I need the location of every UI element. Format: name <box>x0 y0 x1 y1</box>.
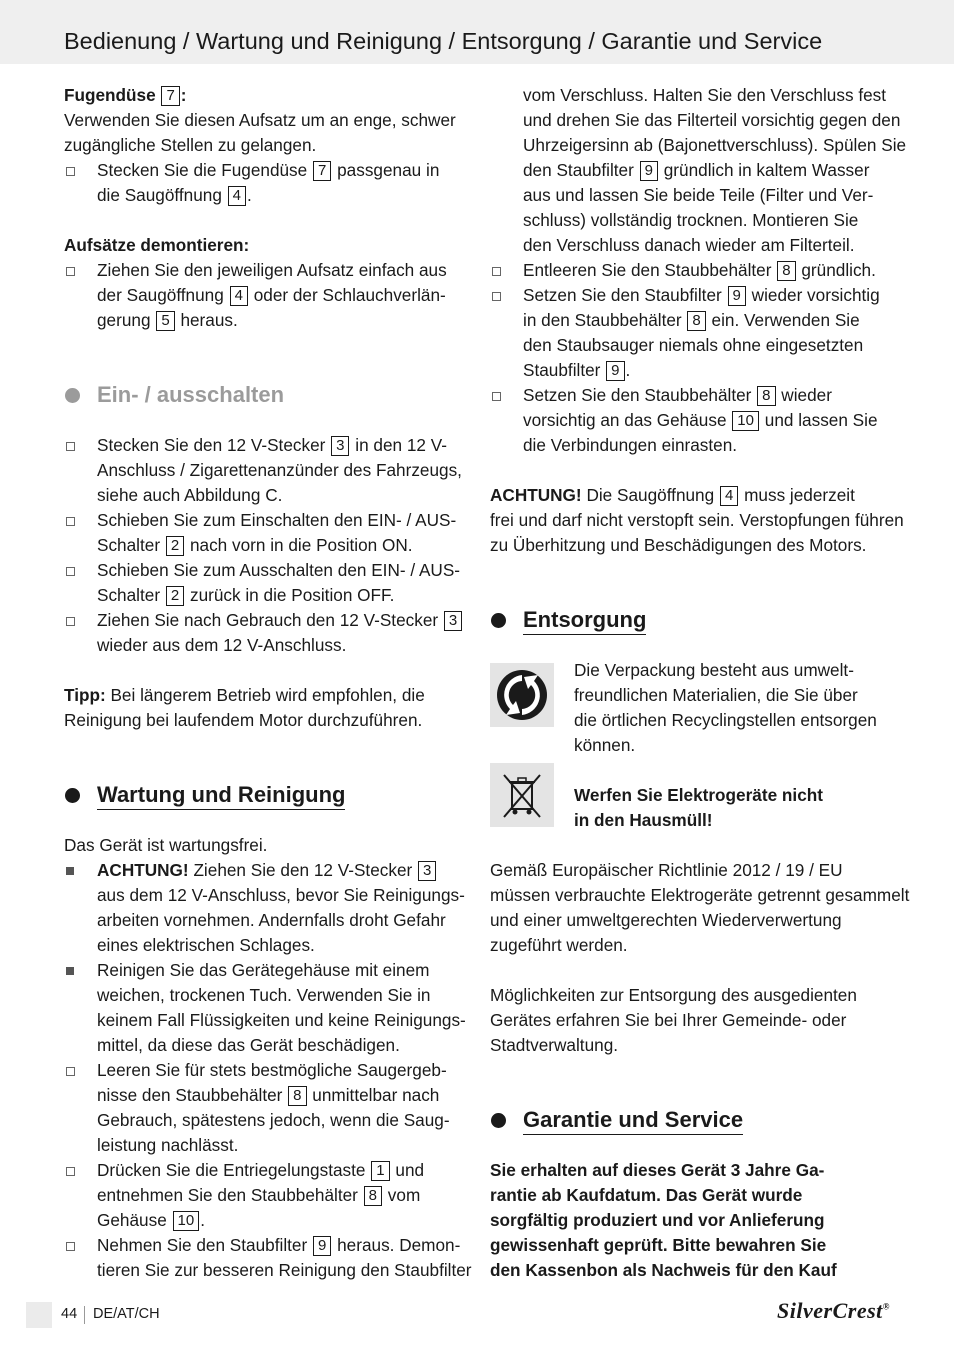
bullet-dot-icon <box>491 613 506 628</box>
part-number: 7 <box>161 86 179 106</box>
list-item: Ziehen Sie nach Gebrauch den 12 V-Stecker 3 wieder aus dem 12 V-Anschluss. <box>64 608 466 658</box>
part-number: 1 <box>371 1161 389 1181</box>
checkbox-bullet-icon <box>66 1242 75 1251</box>
paragraph-line: zugeführt werden. <box>490 935 628 955</box>
part-number: 8 <box>687 311 705 331</box>
list-item: Stecken Sie den 12 V-Stecker 3 in den 12 V- Anschluss / Zigarettenanzünder des Fahrzeugs, siehe auch Abbildung C. <box>64 433 466 508</box>
list-item: Schieben Sie zum Ausschalten den EIN- / AUS- Schalter 2 zurück in die Position OFF. <box>64 558 466 608</box>
tip-text: Tipp: Bei längerem Betrieb wird empfohlen, die <box>64 685 425 705</box>
warranty-line: den Kassenbon als Nachweis für den Kauf <box>490 1260 837 1280</box>
list-item: Entleeren Sie den Staubbehälter 8 gründlich. <box>490 258 894 283</box>
square-bullet-icon <box>66 967 74 975</box>
paragraph-line: müssen verbrauchte Elektrogeräte getrennt gesammelt <box>490 885 910 905</box>
part-number: 8 <box>777 261 795 281</box>
paragraph-line: Gemäß Europäischer Richtlinie 2012 / 19 / EU <box>490 860 843 880</box>
list-item-continued: vom Verschluss. Halten Sie den Verschluss fest und drehen Sie das Filterteil vorsichtig gegen den Uhrzeigersinn ab (Bajonettverschluss). Spülen Sie den Staubfilter 9 gründlich in kaltem Wasser aus und lassen Sie beide Teile (Filter und Ver- schluss) vollständig trocknen. Montieren Sie den Verschluss danach wieder am Filterteil. <box>523 85 907 255</box>
paragraph-line: zu Überhitzung und Beschädigungen des Motors. <box>490 535 867 555</box>
checkbox-bullet-icon <box>492 267 501 276</box>
list-item: Leeren Sie für stets bestmögliche Saugergeb- nisse den Staubbehälter 8 unmittelbar nach Gebrauch, spätestens jedoch, wenn die Saug- leistung nachlässt. <box>64 1058 466 1158</box>
checkbox-bullet-icon <box>66 617 75 626</box>
warning-text: ACHTUNG! Die Saugöffnung 4 muss jederzeit <box>490 485 855 505</box>
part-number: 10 <box>732 411 759 431</box>
list-item: Reinigen Sie das Gerätegehäuse mit einem weichen, trockenen Tuch. Verwenden Sie in keinem Fall Flüssigkeiten und keine Reinigungs- mittel, da diese das Gerät beschädigen. <box>64 958 466 1058</box>
part-number: 9 <box>728 286 746 306</box>
warranty-line: sorgfältig produziert und vor Anlieferung <box>490 1210 825 1230</box>
right-column <box>490 83 910 1283</box>
section-heading-maintenance: Wartung und Reinigung <box>64 783 466 808</box>
warranty-line: gewissenhaft geprüft. Bitte bewahren Sie <box>490 1235 827 1255</box>
footer-marker <box>26 1302 52 1328</box>
checkbox-bullet-icon <box>66 1067 75 1076</box>
part-number: 3 <box>331 436 349 456</box>
paragraph-line: zugängliche Stellen zu gelangen. <box>64 135 317 155</box>
nozzle-heading: Fugendüse 7 : <box>64 85 187 105</box>
recycling-note: Die Verpackung besteht aus umwelt- freundlichen Materialien, die Sie über die örtlichen Recyclingstellen entsorgen können. <box>490 658 894 758</box>
part-number: 9 <box>640 161 658 181</box>
part-number: 2 <box>166 536 184 556</box>
country-codes: DE/AT/CH <box>93 1306 160 1322</box>
page-number: 44 <box>61 1306 78 1322</box>
list-item: Nehmen Sie den Staubfilter 9 heraus. Demon- tieren Sie zur besseren Reinigung den Staubfilter <box>64 1233 466 1283</box>
part-number: 9 <box>606 361 624 381</box>
page-header <box>0 0 954 64</box>
checkbox-bullet-icon <box>492 292 501 301</box>
list-item: Setzen Sie den Staubfilter 9 wieder vorsichtig in den Staubbehälter 8 ein. Verwenden Sie den Staubsauger niemals ohne eingesetzten Staubfilter 9 . <box>490 283 894 383</box>
checkbox-bullet-icon <box>66 442 75 451</box>
list-item: Schieben Sie zum Einschalten den EIN- / AUS- Schalter 2 nach vorn in die Position ON. <box>64 508 466 558</box>
part-number: 3 <box>418 861 436 881</box>
part-number: 2 <box>166 586 184 606</box>
bullet-dot-icon <box>65 388 80 403</box>
bullet-dot-icon <box>65 788 80 803</box>
checkbox-bullet-icon <box>66 267 75 276</box>
part-number: 8 <box>288 1086 306 1106</box>
section-heading-on-off: Ein- / ausschalten <box>64 383 466 408</box>
checkbox-bullet-icon <box>66 517 75 526</box>
checkbox-bullet-icon <box>66 567 75 576</box>
part-number: 4 <box>228 186 246 206</box>
part-number: 3 <box>444 611 462 631</box>
paragraph-line: Gerätes erfahren Sie bei Ihrer Gemeinde- oder <box>490 1010 847 1030</box>
paragraph-line: und einer umweltgerechten Wiederverwertung <box>490 910 842 930</box>
bullet-dot-icon <box>491 1113 506 1128</box>
list-item: Stecken Sie die Fugendüse 7 passgenau in die Saugöffnung 4 . <box>64 158 466 208</box>
paragraph-line: frei und darf nicht verstopft sein. Verstopfungen führen <box>490 510 904 530</box>
list-item: Ziehen Sie den jeweiligen Aufsatz einfach aus der Saugöffnung 4 oder der Schlauchverlän- gerung 5 heraus. <box>64 258 466 333</box>
crossed-bin-icon <box>490 763 554 827</box>
part-number: 7 <box>313 161 331 181</box>
brand-logo: SilverCrest® <box>777 1298 890 1323</box>
remove-attachments-heading: Aufsätze demontieren: <box>64 235 250 255</box>
part-number: 8 <box>757 386 775 406</box>
paragraph-line: Verwenden Sie diesen Aufsatz um an enge, schwer <box>64 110 456 130</box>
section-heading-warranty: Garantie und Service <box>490 1108 894 1133</box>
paragraph-line: Möglichkeiten zur Entsorgung des ausgedienten <box>490 985 857 1005</box>
part-number: 4 <box>720 486 738 506</box>
checkbox-bullet-icon <box>492 392 501 401</box>
footer-divider <box>84 1306 85 1324</box>
paragraph-line: Stadtverwaltung. <box>490 1035 619 1055</box>
left-column <box>64 83 472 1283</box>
warranty-line: Sie erhalten auf dieses Gerät 3 Jahre Ga- <box>490 1160 825 1180</box>
warranty-line: rantie ab Kaufdatum. Das Gerät wurde <box>490 1185 803 1205</box>
part-number: 5 <box>156 311 174 331</box>
part-number: 4 <box>230 286 248 306</box>
paragraph-line: Reinigung bei laufendem Motor durchzuführen. <box>64 710 423 730</box>
list-item: Setzen Sie den Staubbehälter 8 wieder vorsichtig an das Gehäuse 10 und lassen Sie die Verbindungen einrasten. <box>490 383 894 458</box>
green-dot-recycling-icon <box>490 663 554 727</box>
weee-note: Werfen Sie Elektrogeräte nicht in den Hausmüll! <box>490 783 894 833</box>
part-number: 9 <box>313 1236 331 1256</box>
page-title: Bedienung / Wartung und Reinigung / Entsorgung / Garantie und Service <box>64 28 823 54</box>
list-item: Drücken Sie die Entriegelungstaste 1 und entnehmen Sie den Staubbehälter 8 vom Gehäuse 10 . <box>64 1158 466 1233</box>
checkbox-bullet-icon <box>66 167 75 176</box>
section-heading-disposal: Entsorgung <box>490 608 894 633</box>
part-number: 8 <box>364 1186 382 1206</box>
list-item: ACHTUNG! Ziehen Sie den 12 V-Stecker 3 aus dem 12 V-Anschluss, bevor Sie Reinigungs- arbeiten vornehmen. Andernfalls droht Gefahr eines elektrischen Schlages. <box>64 858 466 958</box>
paragraph-line: Das Gerät ist wartungsfrei. <box>64 835 268 855</box>
checkbox-bullet-icon <box>66 1167 75 1176</box>
part-number: 10 <box>173 1211 200 1231</box>
square-bullet-icon <box>66 867 74 875</box>
